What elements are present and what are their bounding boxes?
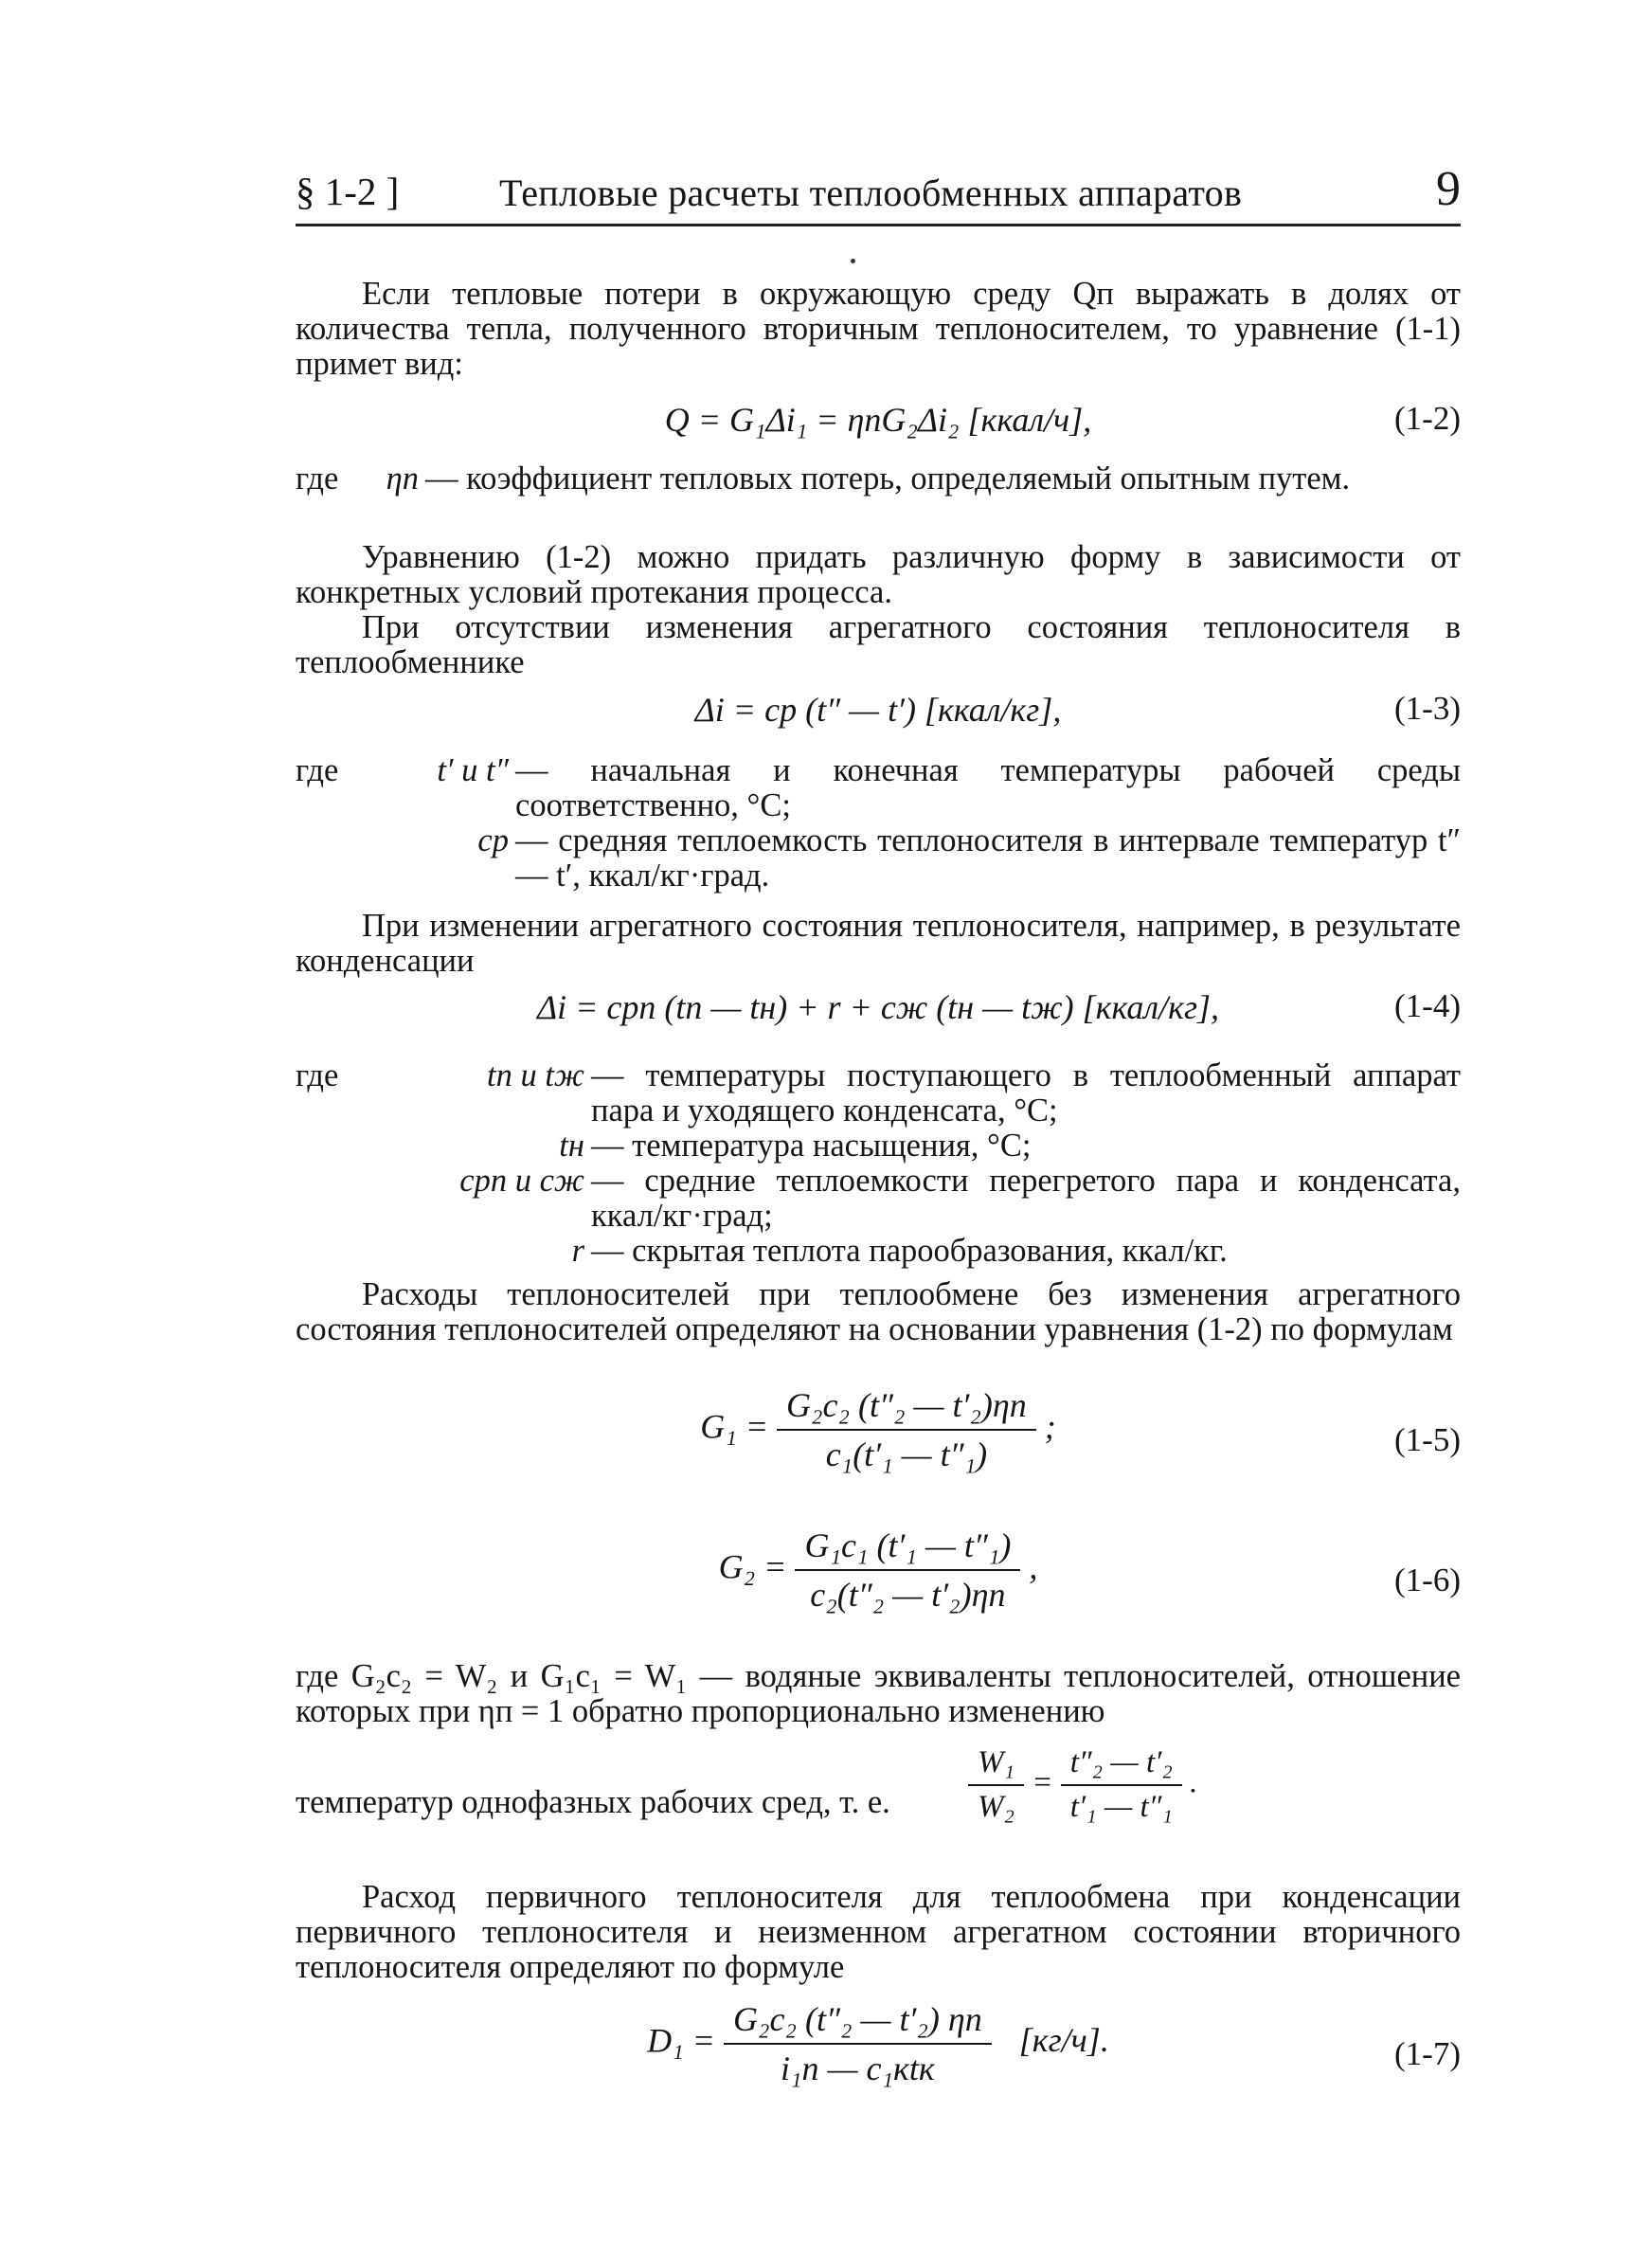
definition-lead: где <box>296 752 339 788</box>
ratio-tail: . <box>1190 1765 1198 1800</box>
equation-1-5-number: (1-5) <box>1394 1421 1461 1458</box>
equation-1-5-tail: ; <box>1044 1407 1056 1446</box>
running-header <box>296 162 1461 226</box>
paragraph-equation-forms: Уравнению (1-2) можно придать различную форму в зависимости от конкретных условий протекания процесса. <box>296 539 1461 610</box>
equation-1-7-fraction <box>724 1999 992 2088</box>
equation-1-7-body <box>296 1999 1461 2088</box>
equation-1-6-lhs: G₂ = <box>718 1547 787 1586</box>
paragraph-heat-losses: Если тепловые потери в окружающую среду Qп выражать в долях от количества тепла, полученного вторичным теплоносителем, то уравнение (1-1) примет вид: <box>296 276 1461 382</box>
definition-row <box>296 461 1461 497</box>
definition-term: cp <box>477 822 509 858</box>
equation-1-2-number: (1-2) <box>1394 400 1461 437</box>
equation-1-5-denominator: c₁(t′₁ — t″₁) <box>825 1435 988 1473</box>
equation-1-7-tail: [кг/ч]. <box>1018 2021 1109 2060</box>
equation-1-5-numerator: G₂c₂ (t″₂ — t′₂)ηп <box>777 1385 1036 1431</box>
equation-1-4-number: (1-4) <box>1394 987 1461 1024</box>
definition-row <box>296 1234 1461 1269</box>
equation-1-5 <box>296 1385 1461 1499</box>
definition-text: — средняя теплоемкость теплоносителя в интервале температур t″ — t′, ккал/кг·град. <box>515 822 1461 894</box>
definition-term: r <box>571 1233 584 1269</box>
definitions-eq4 <box>296 1058 1461 1269</box>
equation-1-3-number: (1-3) <box>1394 690 1461 727</box>
definition-text: — средние теплоемкости перегретого пара и конденсата, ккал/кг·град; <box>591 1163 1461 1234</box>
definition-lead: где <box>296 460 339 497</box>
definitions-eq2 <box>296 461 1461 497</box>
ratio-fraction-t <box>1061 1745 1182 1825</box>
equation-1-7-numerator: G₂c₂ (t″₂ — t′₂) ηп <box>724 1999 992 2045</box>
paragraph-with-condensation: При изменении агрегатного состояния теплоносителя, например, в результате конденсации <box>296 908 1461 979</box>
equation-1-7-lhs: D₁ = <box>647 2021 715 2060</box>
definition-text: — температуры поступающего в теплообменный аппарат пара и уходящего конденсата, °С; <box>591 1057 1461 1128</box>
equation-1-3-body: Δi = cp (t″ — t′) [ккал/кг], <box>694 691 1062 729</box>
definition-term: ηп <box>386 460 419 497</box>
ratio-formula <box>968 1745 1197 1825</box>
equation-1-6-numerator: G₁c₁ (t′₁ — t″₁) <box>795 1526 1020 1571</box>
definition-term: tп и tж <box>486 1057 584 1093</box>
definition-term: t′ и t″ <box>437 752 509 788</box>
equation-1-5-fraction <box>777 1385 1036 1474</box>
print-speck <box>851 259 855 263</box>
page-title: Тепловые расчеты теплообменных аппаратов <box>499 172 1243 214</box>
equation-1-4-body: Δi = cрп (tп — tн) + r + cж (tн — tж) [ккал/кг], <box>536 988 1220 1026</box>
equation-1-2-body: Q = G₁Δi₁ = ηпG₂Δi₂ [ккал/ч], <box>664 401 1092 439</box>
equation-1-5-body <box>296 1385 1461 1474</box>
paragraph-flow-rates: Расходы теплоносителей при теплообмене без изменения агрегатного состояния теплоносителей определяют на основании уравнения (1-2) по формулам <box>296 1276 1461 1347</box>
paragraph-water-equivalents: где G₂c₂ = W₂ и G₁c₁ = W₁ — водяные эквиваленты теплоносителей, отношение которых при ηп = 1 обратно пропорционально изменению <box>296 1658 1461 1729</box>
ratio-lead-text: температур однофазных рабочих сред, т. е. <box>296 1784 890 1820</box>
equation-1-5-lhs: G₁ = <box>700 1407 769 1446</box>
ratio-denominator-w: W₂ <box>978 1790 1015 1824</box>
page-number: 9 <box>1436 162 1461 216</box>
equation-1-4 <box>296 987 1461 1063</box>
section-reference: § 1-2 ] <box>296 170 400 213</box>
equation-1-7 <box>296 1999 1461 2113</box>
ratio-denominator-t: t′₁ — t″₁ <box>1069 1790 1173 1824</box>
equation-1-6-denominator: c₂(t″₂ — t′₂)ηп <box>810 1576 1006 1614</box>
equation-1-6-tail: , <box>1029 1547 1038 1586</box>
ratio-fraction-w <box>968 1745 1024 1825</box>
definition-row <box>296 1058 1461 1128</box>
paragraph-no-phase-change: При отсутствии изменения агрегатного состояния теплоносителя в теплообменнике <box>296 609 1461 680</box>
equation-1-6 <box>296 1526 1461 1639</box>
ratio-numerator-w: W₁ <box>968 1745 1024 1786</box>
definition-term: cрп и cж <box>459 1163 584 1199</box>
definition-text: — скрытая теплота парообразования, ккал/кг. <box>591 1233 1228 1269</box>
definition-term: tн <box>559 1128 584 1164</box>
definition-row <box>296 1128 1461 1164</box>
equation-1-6-body <box>296 1526 1461 1615</box>
definition-lead: где <box>296 1057 339 1093</box>
definitions-eq3 <box>296 753 1461 894</box>
definition-row <box>296 1164 1461 1234</box>
equation-1-6-fraction <box>795 1526 1020 1615</box>
ratio-numerator-t: t″₂ — t′₂ <box>1061 1745 1182 1786</box>
definition-text: — температура насыщения, °С; <box>591 1128 1032 1164</box>
equation-1-7-number: (1-7) <box>1394 2035 1461 2072</box>
ratio-equals: = <box>1032 1765 1053 1800</box>
ratio-line <box>296 1745 1461 1850</box>
definition-row <box>296 753 1461 823</box>
equation-1-7-denominator: i₁п — c₁кtк <box>781 2049 935 2087</box>
definition-text: — коэффициент тепловых потерь, определяемый опытным путем. <box>425 460 1351 497</box>
equation-1-6-number: (1-6) <box>1394 1562 1461 1598</box>
definition-text: — начальная и конечная температуры рабочей среды соответственно, °С; <box>515 752 1461 823</box>
definition-row <box>296 823 1461 894</box>
paragraph-primary-flow: Расход первичного теплоносителя для теплообмена при конденсации первичного теплоносителя и неизменном агрегатном состоянии вторичного теплоносителя определяют по формуле <box>296 1879 1461 1985</box>
